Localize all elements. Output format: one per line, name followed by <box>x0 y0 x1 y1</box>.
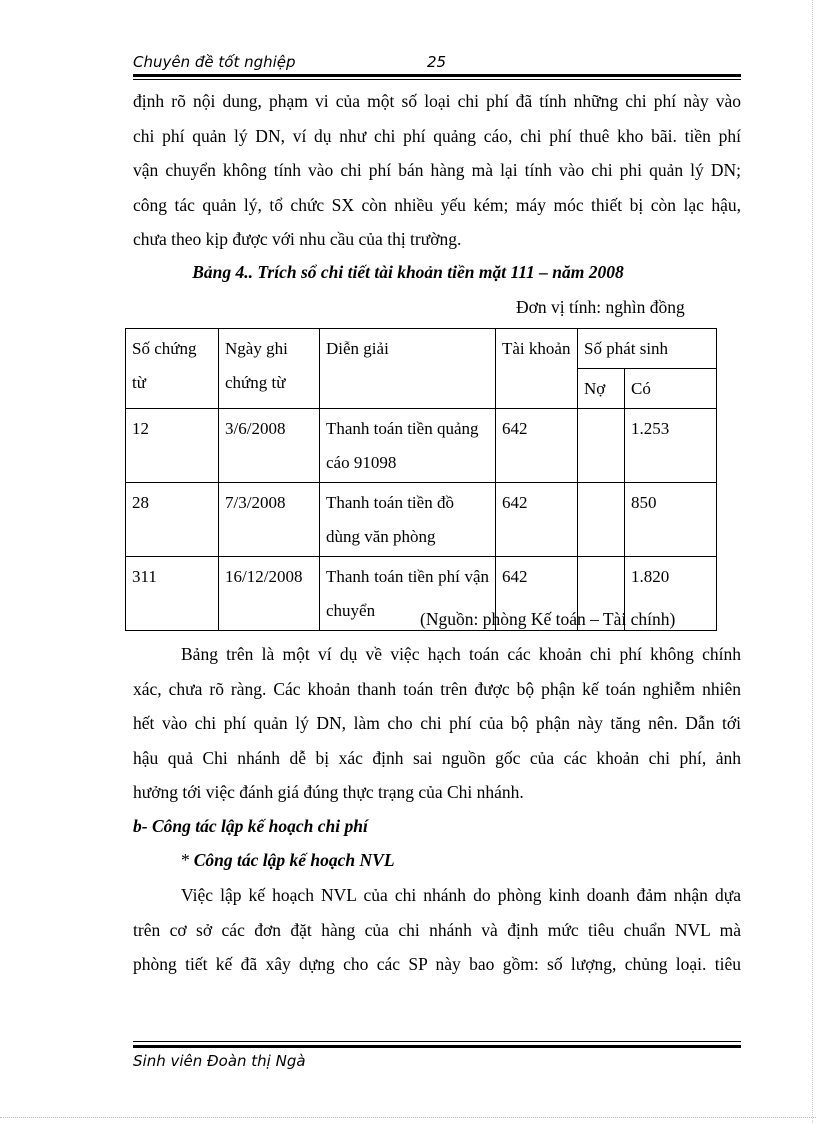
text-line: định rõ nội dung, phạm vi của một số loại chi phí đã tính những chi phí này vào <box>133 91 741 111</box>
subsection-heading <box>181 850 395 871</box>
cell-record-date: 16/12/2008 <box>219 557 320 631</box>
text-line: Bảng trên là một ví dụ về việc hạch toán các khoản chi phí không chính <box>181 644 741 664</box>
bullet-star: * <box>181 850 190 870</box>
section-heading: b- Công tác lập kế hoạch chi phí <box>133 816 368 836</box>
header-credit: Có <box>625 369 717 409</box>
cell-description: Thanh toán tiền phí vận chuyển <box>320 557 496 631</box>
table-source: (Nguồn: phòng Kế toán – Tài chính) <box>420 609 676 629</box>
page-edge-bottom <box>0 1117 816 1118</box>
header-record-date: Ngày ghi chứng từ <box>219 329 320 409</box>
table-row <box>126 483 717 557</box>
cell-debit <box>578 409 625 483</box>
header-rule-thin <box>133 79 741 80</box>
page-header <box>133 51 741 75</box>
cell-description: Thanh toán tiền quảng cáo 91098 <box>320 409 496 483</box>
table-row <box>126 409 717 483</box>
text-line: xác, chưa rõ ràng. Các khoản thanh toán trên được bộ phận kế toán nghiễm nhiên <box>133 678 741 699</box>
cell-credit: 1.253 <box>625 409 717 483</box>
cell-credit: 850 <box>625 483 717 557</box>
cell-debit <box>578 483 625 557</box>
ledger-table <box>125 328 717 631</box>
text-line: hết vào chi phí quản lý DN, làm cho chi phí của bộ phận này tăng nên. Dẫn tới <box>133 713 741 734</box>
text-line: vận chuyển không tính vào chi phí bán hàng mà lại tính vào chi phi quản lý DN; <box>133 160 741 181</box>
header-debit: Nợ <box>578 369 625 409</box>
cell-voucher-no: 311 <box>126 557 219 631</box>
text-line: chi phí quản lý DN, ví dụ như chi phí quảng cáo, chi phí thuê kho bãi. tiền phí <box>133 125 741 146</box>
cell-account: 642 <box>496 483 578 557</box>
header-voucher-no: Số chứng từ <box>126 329 219 409</box>
cell-voucher-no: 12 <box>126 409 219 483</box>
cell-record-date: 3/6/2008 <box>219 409 320 483</box>
paragraph-1 <box>133 84 741 257</box>
cell-account: 642 <box>496 409 578 483</box>
text-line: trên cơ sở các đơn đặt hàng của chi nhánh và định mức tiêu chuẩn NVL mà <box>133 919 741 940</box>
cell-description: Thanh toán tiền đồ dùng văn phòng <box>320 483 496 557</box>
cell-record-date: 7/3/2008 <box>219 483 320 557</box>
text-line: chưa theo kịp được với nhu cầu của thị trường. <box>133 229 462 250</box>
text-line: Việc lập kế hoạch NVL của chi nhánh do phòng kinh doanh đảm nhận dựa <box>181 885 741 905</box>
header-description: Diễn giải <box>320 329 496 409</box>
paragraph-3 <box>133 878 741 982</box>
header-amount: Số phát sinh <box>578 329 717 369</box>
footer-rule-thin <box>133 1041 741 1042</box>
footer-rule-thick <box>133 1045 741 1048</box>
text-line: hưởng tới việc đánh giá đúng thực trạng của Chi nhánh. <box>133 782 524 803</box>
header-account: Tài khoản <box>496 329 578 409</box>
page-number: 25 <box>427 53 447 71</box>
cell-voucher-no: 28 <box>126 483 219 557</box>
footer-author: Sinh viên Đoàn thị Ngà <box>133 1052 306 1070</box>
page-edge-right <box>812 0 813 1123</box>
cell-credit: 1.820 <box>625 557 717 631</box>
text-line: phòng tiết kế đã xây dựng cho các SP này bao gồm: số lượng, chủng loại. tiêu <box>133 954 741 975</box>
table-unit: Đơn vị tính: nghìn đồng <box>516 297 685 317</box>
table-header-row <box>126 329 717 369</box>
header-rule-thick <box>133 74 741 77</box>
text-line: công tác quản lý, tổ chức SX còn nhiều yếu kém; máy móc thiết bị còn lạc hậu, <box>133 194 741 215</box>
paragraph-2 <box>133 637 741 810</box>
document-title: Chuyên đề tốt nghiệp <box>133 53 296 71</box>
table-caption: Bảng 4.. Trích sổ chi tiết tài khoản tiền mặt 111 – năm 2008 <box>192 262 624 282</box>
subsection-heading-text: Công tác lập kế hoạch NVL <box>193 850 395 870</box>
text-line: hậu quả Chi nhánh dễ bị xác định sai nguồn gốc của các khoản chi phí, ảnh <box>133 747 741 768</box>
cell-account: 642 <box>496 557 578 631</box>
